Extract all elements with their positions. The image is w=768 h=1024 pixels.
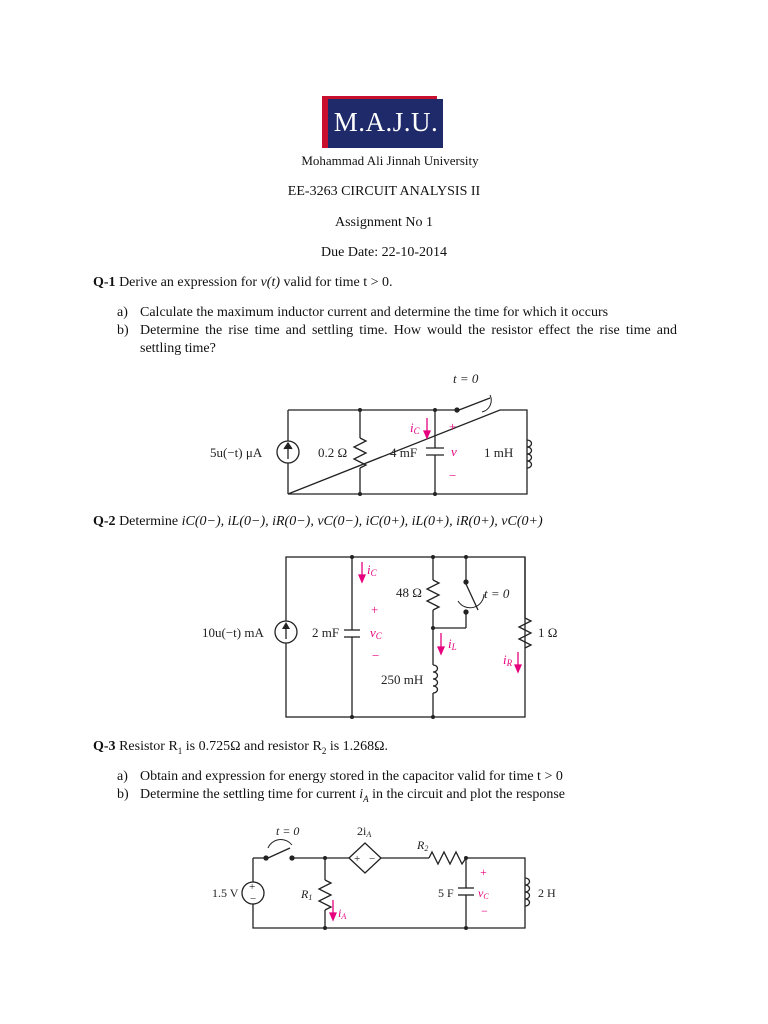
q1-source-label: 5u(−t) μA bbox=[210, 445, 263, 460]
q3-item-a-text: Obtain and expression for energy stored in the capacitor valid for time t > 0 bbox=[140, 769, 563, 784]
q2-plus: + bbox=[371, 602, 379, 617]
q1-plus: + bbox=[449, 419, 457, 434]
q2-r48-label: 48 Ω bbox=[396, 585, 422, 600]
q3-text-a: Resistor R bbox=[119, 739, 178, 754]
logo-text: M.A.J.U. bbox=[333, 107, 439, 137]
svg-text:−: − bbox=[250, 893, 257, 905]
q2-vc-label: v bbox=[370, 625, 376, 640]
q3-item-b-var-sub: A bbox=[363, 793, 369, 804]
course-title: EE-3263 CIRCUIT ANALYSIS II bbox=[287, 184, 481, 199]
q3-item-b-marker: b) bbox=[117, 787, 129, 802]
svg-text:iA bbox=[338, 906, 346, 921]
q2-text: Determine bbox=[119, 514, 179, 529]
q1-inductor-label: 1 mH bbox=[484, 445, 514, 460]
university-name: Mohammad Ali Jinnah University bbox=[301, 153, 479, 168]
svg-text:R2 bbox=[416, 838, 428, 853]
q3-inductor-label: 2 H bbox=[538, 886, 556, 900]
q1-label: Q-1 bbox=[93, 275, 116, 290]
q2-expression: iC(0−), iL(0−), iR(0−), vC(0−), iC(0+), iL(0+), iR(0+), vC(0+) bbox=[181, 514, 543, 529]
q2-ic-sub: C bbox=[370, 568, 377, 578]
q3-item-b-var: i bbox=[359, 787, 364, 802]
q1-item-b-marker: b) bbox=[117, 323, 129, 338]
q2-ir-label: i bbox=[503, 652, 507, 667]
q1-voltage-label: v bbox=[451, 444, 457, 459]
svg-text:+: + bbox=[354, 853, 361, 865]
svg-text:vC bbox=[478, 886, 489, 901]
svg-text:+: + bbox=[249, 881, 256, 893]
q2-source-label: 10u(−t) mA bbox=[202, 625, 264, 640]
svg-text:R1 bbox=[300, 887, 312, 902]
q3-text-b: is 0.725Ω and resistor R bbox=[185, 739, 322, 754]
assignment-number: Assignment No 1 bbox=[335, 215, 433, 230]
q3-label: Q-3 bbox=[93, 739, 116, 754]
q3-r1-sub: 1 bbox=[308, 893, 313, 902]
q1-item-a-marker: a) bbox=[117, 305, 128, 320]
q3-r2-sub: 2 bbox=[424, 844, 429, 853]
q1-minus: − bbox=[449, 468, 457, 483]
q1-text-a: Derive an expression for bbox=[119, 275, 258, 290]
q3-capacitor-label: 5 F bbox=[438, 886, 454, 900]
q1-var: v(t) bbox=[260, 275, 281, 290]
q3-r2-sub: 2 bbox=[321, 745, 327, 756]
q1-capacitor-label: 4 mF bbox=[390, 445, 418, 460]
q3-item-b-text-a: Determine the settling time for current bbox=[140, 787, 356, 802]
q3-source-label: 1.5 V bbox=[212, 886, 239, 900]
q3-r1-label: R bbox=[301, 887, 309, 901]
q1-current-sub: C bbox=[413, 426, 420, 436]
q3-vc-label: v bbox=[478, 886, 484, 900]
q2-ir-sub: R bbox=[506, 658, 513, 668]
q2-vc-sub: C bbox=[375, 631, 382, 641]
q3-plus: + bbox=[480, 865, 487, 879]
q3-ia-label: i bbox=[338, 906, 342, 920]
q2-switch-label: t = 0 bbox=[484, 586, 510, 601]
q3-dep-source-label: 2i bbox=[357, 824, 367, 838]
q3-text-c: is 1.268Ω. bbox=[329, 739, 389, 754]
q3-ia-sub: A bbox=[341, 912, 347, 921]
q2-capacitor-label: 2 mF bbox=[312, 625, 340, 640]
q3-vc-sub: C bbox=[483, 892, 489, 901]
q3-item-b-text-b: in the circuit and plot the response bbox=[372, 787, 565, 802]
q3-r1-sub: 1 bbox=[177, 745, 183, 756]
q3-item-a-marker: a) bbox=[117, 769, 128, 784]
q2-ic-label: i bbox=[367, 562, 371, 577]
due-date: Due Date: 22-10-2014 bbox=[321, 245, 447, 260]
q2-il-label: i bbox=[448, 636, 452, 651]
q2-label: Q-2 bbox=[93, 514, 116, 529]
q1-item-b-text: Determine the rise time and settling time. How would the resistor effect the rise time and settling time? bbox=[140, 323, 677, 356]
q2-inductor-label: 250 mH bbox=[381, 672, 424, 687]
q2-minus: − bbox=[372, 648, 380, 663]
q1-item-a-text: Calculate the maximum inductor current and determine the time for which it occurs bbox=[140, 305, 609, 320]
q3-minus: − bbox=[481, 904, 488, 918]
q1-text-b: valid for time t > 0. bbox=[283, 275, 393, 290]
q3-switch-label: t = 0 bbox=[276, 824, 300, 838]
q2-il-sub: L bbox=[451, 642, 457, 652]
q1-switch-label: t = 0 bbox=[453, 371, 479, 386]
q3-r2-label: R bbox=[417, 838, 425, 852]
q3-dep-source-sub: A bbox=[366, 830, 372, 839]
svg-text:−: − bbox=[369, 853, 376, 865]
svg-text:2iA bbox=[357, 824, 371, 839]
q1-resistor-label: 0.2 Ω bbox=[318, 445, 348, 460]
q2-r1-label: 1 Ω bbox=[538, 625, 558, 640]
q1-current-label: i bbox=[410, 420, 414, 435]
